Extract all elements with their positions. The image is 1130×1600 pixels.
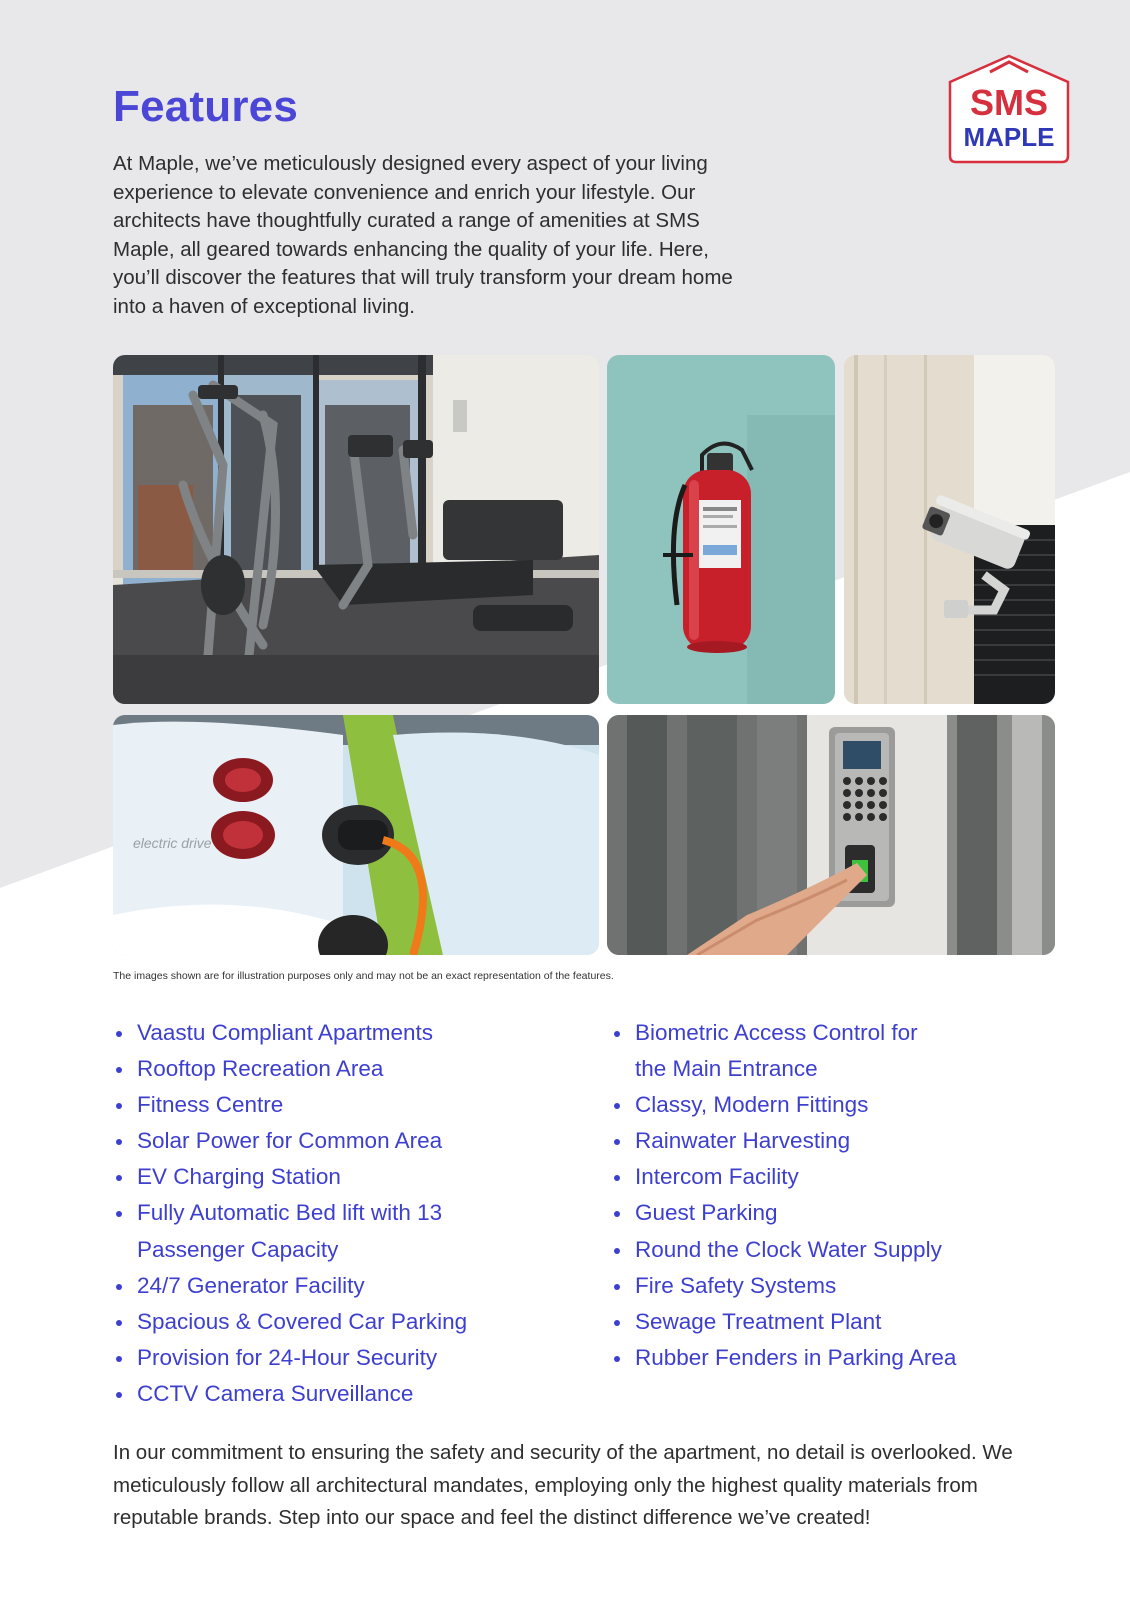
features-list-left [113,1015,583,1412]
feature-item: Classy, Modern Fittings [611,1087,1031,1123]
features-list-right [611,1015,1031,1376]
closing-paragraph: In our commitment to ensuring the safety and security of the apartment, no detail is overlooked. We meticulously follow all architectural mandates, employing only the highest quality materials from reputable brands. Step into our space and feel the distinct difference we’ve created! [113,1441,1013,1529]
feature-item: Guest Parking [611,1195,1031,1231]
feature-item: Fitness Centre [113,1087,583,1123]
feature-item: Round the Clock Water Supply [611,1232,1031,1268]
feature-item: Rubber Fenders in Parking Area [611,1340,1031,1376]
fire-extinguisher-photo [607,355,835,704]
intro-paragraph: At Maple, we’ve meticulously designed every aspect of your living experience to elevate convenience and enrich your lifestyle. Our architects have thoughtfully curated a range of amenities at SMS Maple, all geared towards enhancing the quality of your life. Here, you’ll discover the features that will truly transform your dream home into a haven of exceptional living. [113,152,733,318]
feature-item: EV Charging Station [113,1159,583,1195]
feature-item: 24/7 Generator Facility [113,1268,583,1304]
feature-item: Provision for 24-Hour Security [113,1340,583,1376]
feature-item: Rainwater Harvesting [611,1123,1031,1159]
feature-item: Rooftop Recreation Area [113,1051,583,1087]
feature-item: CCTV Camera Surveillance [113,1376,583,1412]
car-badge-text: electric drive [133,835,212,851]
feature-item: Biometric Access Control for the Main Entrance [611,1015,941,1087]
house-logo-icon [946,52,1072,164]
sms-maple-logo [946,52,1072,164]
feature-item: Fully Automatic Bed lift with 13 Passenger Capacity [113,1195,473,1267]
feature-item: Vaastu Compliant Apartments [113,1015,583,1051]
feature-item: Intercom Facility [611,1159,1031,1195]
ev-charging-photo [113,715,599,955]
image-disclaimer: The images shown are for illustration purposes only and may not be an exact representation of the features. [113,970,614,982]
logo-brand-bottom: MAPLE [963,122,1055,152]
biometric-access-photo [607,715,1055,955]
feature-item: Spacious & Covered Car Parking [113,1304,583,1340]
logo-brand-top: SMS [969,82,1049,123]
feature-item: Sewage Treatment Plant [611,1304,1031,1340]
feature-item: Fire Safety Systems [611,1268,1031,1304]
page-title: Features [113,82,299,131]
gym-photo [113,355,599,704]
cctv-camera-photo [844,355,1055,704]
feature-item: Solar Power for Common Area [113,1123,583,1159]
